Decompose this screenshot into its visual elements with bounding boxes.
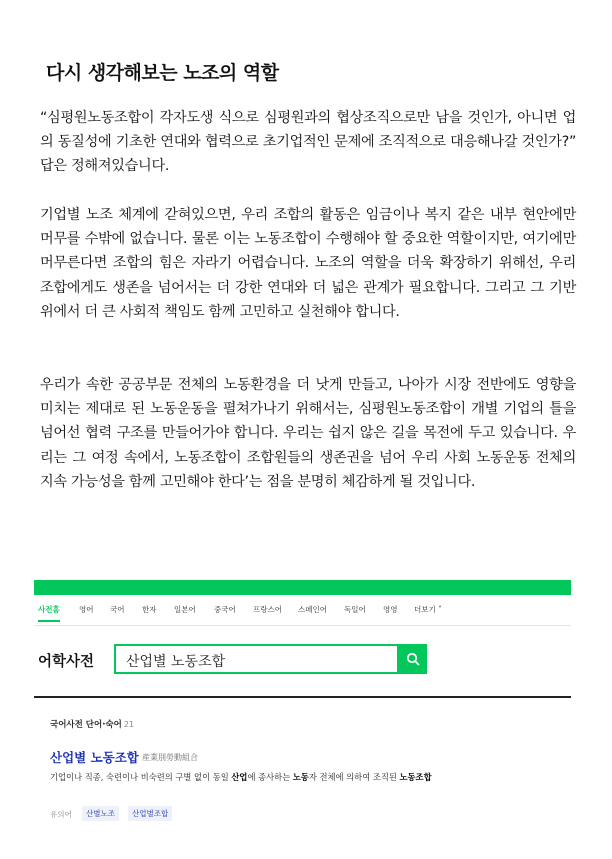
page-title: 다시 생각해보는 노조의 역할	[46, 62, 279, 84]
entry-hanja: 産業別勞動組合	[142, 753, 198, 762]
tab-korean[interactable]: 국어	[110, 605, 125, 614]
header-bar	[34, 580, 571, 595]
search-icon	[406, 652, 420, 666]
tab-french[interactable]: 프랑스어	[253, 605, 282, 614]
entry-definition: 기업이나 직종, 숙련이나 비숙련의 구별 없이 동일 산업에 종사하는 노동자 전체에 의하여 조직된 노동조합	[50, 772, 432, 782]
tab-spanish[interactable]: 스페인어	[298, 605, 327, 614]
search-button[interactable]	[399, 644, 427, 674]
dictionary-screenshot	[34, 580, 571, 828]
paragraph-2: 기업별 노조 체계에 갇혀있으면, 우리 조합의 활동은 임금이나 복지 같은 내부 현안에만 머무를 수밖에 없습니다. 물론 이는 노동조합이 수행해야 할 중요한 역할이지만, 여기에만 머무른다면 조합의 힘은 자라기 어렵습니다. 노조의 역할을 더욱 확장하기 위해선, 우리 조합에게도 생존을 넘어서는 더 강한 연대와 더 넓은 관계가 필요합니다. 그리고 그 기반 위에서 더 큰 사회적 책임도 함께 고민하고 실천해야 합니다.	[40, 207, 576, 320]
entry-word-link[interactable]: 산업별 노동조합	[50, 750, 139, 765]
paragraph-3: 우리가 속한 공공부문 전체의 노동환경을 더 낫게 만들고, 나아가 시장 전반에도 영향을 미치는 제대로 된 노동운동을 펼쳐가나기 위해서는, 심평원노동조합이 개별 기업의 틀을 넘어선 협력 구조를 만들어가야 합니다. 우리는 쉽지 않은 길을 목전에 두고 있습니다. 우리는 그 여정 속에서, 노동조합이 조합원들의 생존권을 넘어 우리 사회 노동운동 전체의 지속 가능성을 함께 고민해야 한다’는 점을 분명히 체감하게 될 것입니다.	[40, 377, 576, 490]
search-input[interactable]	[124, 649, 388, 673]
tab-german[interactable]: 독일어	[344, 605, 366, 614]
section-label: 국어사전 단어·숙어 21	[50, 720, 135, 730]
tab-home[interactable]: 사전홈	[38, 604, 60, 622]
tab-japanese[interactable]: 일본어	[174, 605, 196, 614]
synonym-tag[interactable]: 산업별조합	[128, 806, 172, 821]
synonym-tag[interactable]: 산별노조	[82, 806, 119, 821]
result-count: 21	[123, 720, 135, 729]
tab-more[interactable]: 더보기 ˅	[414, 605, 442, 614]
tab-english-english[interactable]: 영영	[383, 605, 398, 614]
search-box	[114, 644, 399, 674]
dictionary-title: 어학사전	[38, 654, 95, 670]
paragraph-1: “심평원노동조합이 각자도생 식으로 심평원과의 협상조직으로만 남을 것인가, 아니면 업의 동질성에 기초한 연대와 협력으로 초기업적인 문제에 조직적으로 대응해나갈 것인가?” 답은 정해져있습니다.	[40, 110, 576, 175]
tab-hanja[interactable]: 한자	[142, 605, 157, 614]
divider	[34, 696, 571, 698]
dictionary-tabs	[34, 601, 571, 626]
synonym-label: 유의어	[50, 810, 72, 819]
tab-chinese[interactable]: 중국어	[214, 605, 236, 614]
tab-english[interactable]: 영어	[79, 605, 94, 614]
